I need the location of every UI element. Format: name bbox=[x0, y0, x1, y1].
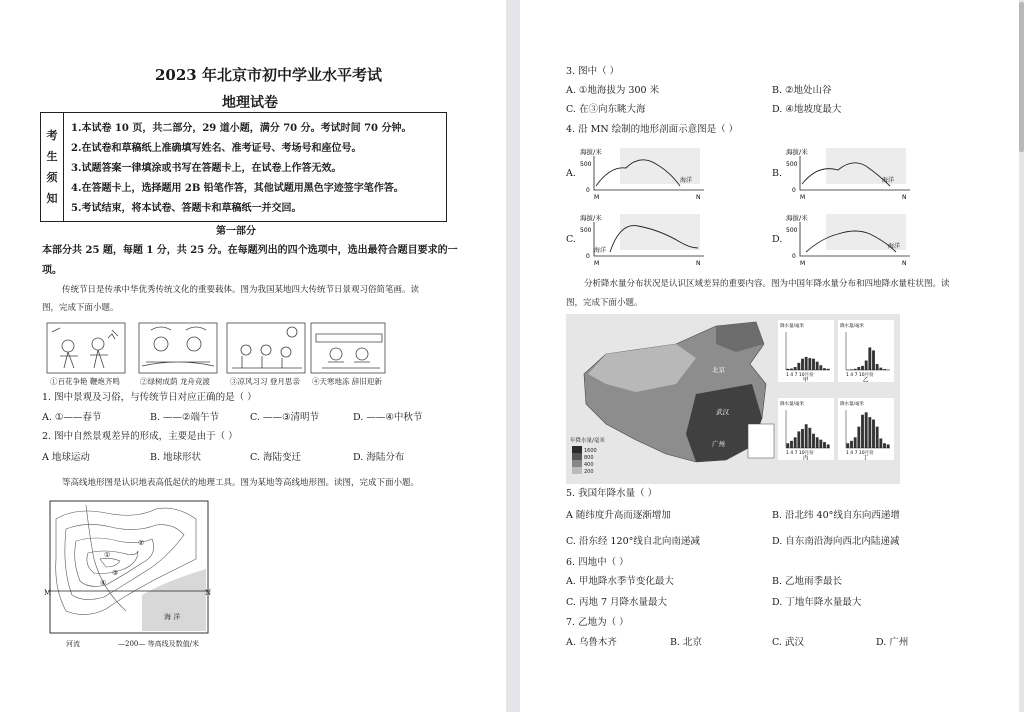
bar-chart-name: 丙 bbox=[803, 455, 809, 462]
bar-丙-month-3 bbox=[794, 437, 797, 448]
bar-甲-month-7 bbox=[808, 358, 811, 370]
bar-丙-month-5 bbox=[801, 429, 804, 448]
bar-丙-month-10 bbox=[819, 440, 822, 448]
map-city-guangzhou: 广州 bbox=[712, 440, 725, 448]
intro-precipitation: 分析降水量分布状况是认识区域差异的重要内容。图为中国年降水量分布和四地降水量柱状图。读 bbox=[584, 279, 950, 289]
q5-option-b: B. 沿北纬 40°线自东向西递增 bbox=[772, 510, 900, 521]
notice-side-char: 知 bbox=[46, 192, 58, 205]
bar-axis-label: 降水量/毫米 bbox=[780, 324, 805, 329]
profile-letter-b: B. bbox=[772, 168, 783, 179]
svg-text:③: ③ bbox=[112, 569, 119, 577]
svg-text:海洋: 海洋 bbox=[882, 177, 895, 184]
svg-text:500: 500 bbox=[580, 161, 592, 168]
map-legend-contour: —200— 等高线及数值/米 bbox=[118, 640, 199, 648]
panel-caption-4: ④天寒地冻 辞旧迎新 bbox=[312, 377, 382, 386]
profile-letter-c: C. bbox=[566, 234, 576, 245]
bar-乙-month-5 bbox=[861, 366, 864, 370]
bar-丙-month-12 bbox=[827, 444, 830, 448]
question-5: 5. 我国年降水量（ ） bbox=[566, 488, 658, 499]
svg-text:0: 0 bbox=[586, 187, 590, 194]
svg-text:海洋: 海洋 bbox=[680, 177, 693, 184]
part-title: 第一部分 bbox=[216, 226, 256, 237]
bar-丁-month-10 bbox=[879, 439, 882, 449]
panel-caption-1: ①百花争艳 鞭炮齐鸣 bbox=[50, 377, 120, 386]
precipitation-map bbox=[566, 314, 900, 484]
notice-rule: 1.本试卷 10 页，共二部分，29 道小题，满分 70 分。考试时间 70 分钟。 bbox=[71, 123, 412, 134]
question-6: 6. 四地中（ ） bbox=[566, 557, 629, 568]
candidate-notice-box bbox=[40, 112, 447, 222]
notice-rule: 3.试题答案一律填涂或书写在答题卡上，在试卷上作答无效。 bbox=[71, 163, 342, 174]
contour-map bbox=[46, 499, 212, 637]
notice-side-char: 须 bbox=[46, 171, 58, 184]
bar-丁-month-8 bbox=[872, 420, 875, 449]
q7-option-c: C. 武汉 bbox=[772, 637, 804, 648]
bar-丁-month-3 bbox=[854, 437, 857, 448]
q6-option-d: D. 丁地年降水量最大 bbox=[772, 597, 862, 608]
bar-chart-丁 bbox=[838, 398, 894, 462]
map-label-m: M bbox=[44, 589, 52, 597]
svg-text:400: 400 bbox=[584, 462, 594, 468]
profile-a bbox=[580, 146, 710, 200]
bar-乙-month-4 bbox=[857, 367, 860, 370]
svg-text:M: M bbox=[594, 194, 600, 200]
profile-letter-d: D. bbox=[772, 234, 783, 245]
svg-text:海洋: 海洋 bbox=[594, 247, 607, 254]
bar-丁-month-1 bbox=[846, 443, 849, 448]
svg-text:年降水量/毫米: 年降水量/毫米 bbox=[570, 438, 605, 444]
q6-option-b: B. 乙地雨季最长 bbox=[772, 576, 843, 587]
svg-text:500: 500 bbox=[580, 227, 592, 234]
bar-丙-month-1 bbox=[786, 443, 789, 448]
notice-rule: 2.在试卷和草稿纸上准确填写姓名、准考证号、考场号和座位号。 bbox=[71, 143, 362, 154]
question-7: 7. 乙地为（ ） bbox=[566, 617, 629, 628]
q1-option-b: B. ——②端午节 bbox=[150, 412, 220, 423]
part-description: 本部分共 25 题，每题 1 分，共 25 分。在每题列出的四个选项中，选出最符合题目要求的一 bbox=[42, 245, 458, 256]
bar-丙-month-11 bbox=[823, 442, 826, 448]
right-page bbox=[520, 0, 1024, 712]
bar-甲-month-9 bbox=[816, 362, 819, 370]
bar-甲-month-4 bbox=[797, 363, 800, 370]
svg-text:海拔/米: 海拔/米 bbox=[786, 148, 808, 156]
bar-chart-丙 bbox=[778, 398, 834, 462]
q3-option-c: C. 在③向东眺大海 bbox=[566, 104, 646, 115]
bar-甲-month-8 bbox=[812, 359, 815, 370]
svg-text:海洋: 海洋 bbox=[888, 243, 901, 250]
q2-option-d: D. 海陆分布 bbox=[353, 452, 405, 463]
question-2: 2. 图中自然景观差异的形成，主要是由于（ ） bbox=[42, 431, 238, 442]
part-description-cont: 项。 bbox=[42, 265, 62, 276]
bar-甲-month-3 bbox=[794, 367, 797, 370]
bar-丙-month-8 bbox=[812, 434, 815, 448]
map-label-sea: 海 洋 bbox=[164, 613, 181, 621]
profile-b bbox=[786, 146, 916, 200]
q5-option-a: A 随纬度升高而逐渐增加 bbox=[566, 510, 671, 521]
scrollbar-track[interactable] bbox=[1019, 0, 1024, 712]
svg-text:0: 0 bbox=[792, 253, 796, 260]
bar-chart-name: 乙 bbox=[863, 377, 869, 384]
bar-丁-month-7 bbox=[868, 417, 871, 448]
q7-option-a: A. 乌鲁木齐 bbox=[566, 637, 617, 648]
question-4: 4. 沿 MN 绘制的地形剖面示意图是（ ） bbox=[566, 124, 739, 135]
q6-option-a: A. 甲地降水季节变化最大 bbox=[566, 576, 674, 587]
svg-text:N: N bbox=[902, 260, 907, 266]
question-1: 1. 图中景观及习俗，与传统节日对应正确的是（ ） bbox=[42, 392, 257, 403]
q7-option-b: B. 北京 bbox=[670, 637, 703, 648]
bar-丁-month-5 bbox=[861, 415, 864, 448]
exam-subtitle: 地理试卷 bbox=[222, 95, 278, 111]
map-legend-river: 河流 bbox=[66, 640, 80, 648]
bar-甲-month-11 bbox=[823, 368, 826, 370]
exam-title: 2023 年北京市初中学业水平考试 bbox=[155, 66, 382, 84]
notice-side-char: 生 bbox=[46, 150, 58, 163]
map-label-n: N bbox=[205, 589, 212, 597]
bar-乙-month-10 bbox=[879, 368, 882, 370]
intro-precipitation-cont: 图，完成下面小题。 bbox=[566, 298, 643, 308]
q1-option-c: C. ——③清明节 bbox=[250, 412, 319, 423]
map-city-wuhan: 武汉 bbox=[716, 408, 729, 416]
svg-text:800: 800 bbox=[584, 455, 594, 461]
bar-甲-month-6 bbox=[805, 357, 808, 370]
notice-side-char: 考 bbox=[46, 129, 58, 142]
bar-甲-month-5 bbox=[801, 359, 804, 370]
bar-丙-month-9 bbox=[816, 437, 819, 448]
notice-side-label bbox=[41, 113, 64, 221]
svg-text:N: N bbox=[902, 194, 907, 200]
svg-text:海拔/米: 海拔/米 bbox=[580, 214, 602, 222]
q2-option-b: B. 地球形状 bbox=[150, 452, 202, 463]
q5-option-d: D. 自东南沿海向西北内陆递减 bbox=[772, 536, 900, 547]
svg-text:①: ① bbox=[104, 551, 111, 559]
bar-丁-month-2 bbox=[850, 441, 853, 448]
svg-text:②: ② bbox=[138, 539, 145, 547]
intro-festivals: 传统节日是传承中华优秀传统文化的重要载体。图为我国某地四大传统节日景观习俗简笔画。读 bbox=[62, 285, 420, 295]
profile-c bbox=[580, 212, 710, 266]
svg-text:④: ④ bbox=[100, 579, 107, 587]
q3-option-b: B. ②地处山谷 bbox=[772, 85, 832, 96]
left-page bbox=[0, 0, 506, 712]
bar-chart-name: 丁 bbox=[863, 455, 869, 462]
bar-乙-month-6 bbox=[865, 361, 868, 371]
bar-丙-month-4 bbox=[797, 431, 800, 448]
q5-option-c: C. 沿东经 120°线自北向南递减 bbox=[566, 536, 700, 547]
bar-丁-month-11 bbox=[883, 443, 886, 448]
q3-option-a: A. ①地海拔为 300 米 bbox=[566, 85, 660, 96]
bar-month-label: 1 4 7 10月份 bbox=[786, 451, 814, 456]
bar-丁-month-9 bbox=[876, 427, 879, 448]
profile-d bbox=[786, 212, 916, 266]
bar-chart-乙 bbox=[838, 320, 894, 384]
bar-axis-label: 降水量/毫米 bbox=[840, 324, 865, 329]
bar-month-label: 1 4 7 10月份 bbox=[846, 373, 874, 378]
svg-text:500: 500 bbox=[786, 227, 798, 234]
question-3: 3. 图中（ ） bbox=[566, 66, 620, 77]
bar-chart-name: 甲 bbox=[803, 377, 809, 384]
bar-axis-label: 降水量/毫米 bbox=[780, 402, 805, 407]
bar-month-label: 1 4 7 10月份 bbox=[786, 373, 814, 378]
intro-festivals-cont: 图，完成下面小题。 bbox=[42, 303, 119, 313]
bar-丁-month-6 bbox=[865, 412, 868, 448]
q2-option-c: C. 海陆变迁 bbox=[250, 452, 301, 463]
bar-丙-month-6 bbox=[805, 424, 808, 448]
svg-text:500: 500 bbox=[786, 161, 798, 168]
profile-letter-a: A. bbox=[566, 168, 576, 179]
svg-text:0: 0 bbox=[586, 253, 590, 260]
bar-month-label: 1 4 7 10月份 bbox=[846, 451, 874, 456]
q2-option-a: A 地球运动 bbox=[42, 452, 90, 463]
svg-text:海拔/米: 海拔/米 bbox=[580, 148, 602, 156]
q6-option-c: C. 丙地 7 月降水量最大 bbox=[566, 597, 668, 608]
q7-option-d: D. 广州 bbox=[876, 637, 909, 648]
q1-option-a: A. ①——春节 bbox=[42, 412, 102, 423]
bar-乙-month-7 bbox=[868, 347, 871, 370]
bar-axis-label: 降水量/毫米 bbox=[840, 402, 865, 407]
bar-chart-甲 bbox=[778, 320, 834, 384]
svg-text:0: 0 bbox=[792, 187, 796, 194]
bar-丙-month-7 bbox=[808, 428, 811, 448]
q3-option-d: D. ④地坡度最大 bbox=[772, 104, 842, 115]
notice-rule: 5.考试结束，将本试卷、答题卡和草稿纸一并交回。 bbox=[71, 203, 302, 214]
svg-text:M: M bbox=[800, 260, 806, 266]
map-city-beijing: 北京 bbox=[712, 366, 725, 374]
bar-甲-month-10 bbox=[819, 365, 822, 370]
notice-rules bbox=[71, 119, 411, 219]
svg-text:M: M bbox=[800, 194, 806, 200]
svg-text:N: N bbox=[696, 194, 701, 200]
bar-乙-month-9 bbox=[876, 364, 879, 370]
notice-rule: 4.在答题卡上，选择题用 2B 铅笔作答，其他试题用黑色字迹签字笔作答。 bbox=[71, 183, 404, 194]
bar-丁-month-4 bbox=[857, 427, 860, 448]
bar-丁-month-12 bbox=[887, 444, 890, 448]
q1-option-d: D. ——④中秋节 bbox=[353, 412, 423, 423]
precipitation-legend bbox=[572, 446, 597, 475]
page-gutter bbox=[506, 0, 520, 712]
panel-caption-2: ②绿树成荫 龙舟竞渡 bbox=[140, 377, 210, 386]
bar-乙-month-8 bbox=[872, 350, 875, 370]
svg-text:1600: 1600 bbox=[584, 448, 597, 454]
svg-text:N: N bbox=[696, 260, 701, 266]
scrollbar-thumb[interactable] bbox=[1019, 2, 1024, 152]
panel-caption-3: ③凉风习习 登月思亲 bbox=[230, 377, 300, 386]
svg-text:200: 200 bbox=[584, 469, 594, 475]
svg-text:海拔/米: 海拔/米 bbox=[786, 214, 808, 222]
bar-丙-month-2 bbox=[790, 441, 793, 448]
svg-text:M: M bbox=[594, 260, 600, 266]
intro-contour: 等高线地形图是认识地表高低起伏的地理工具。图为某地等高线地形图。读图，完成下面小题。 bbox=[62, 478, 420, 488]
